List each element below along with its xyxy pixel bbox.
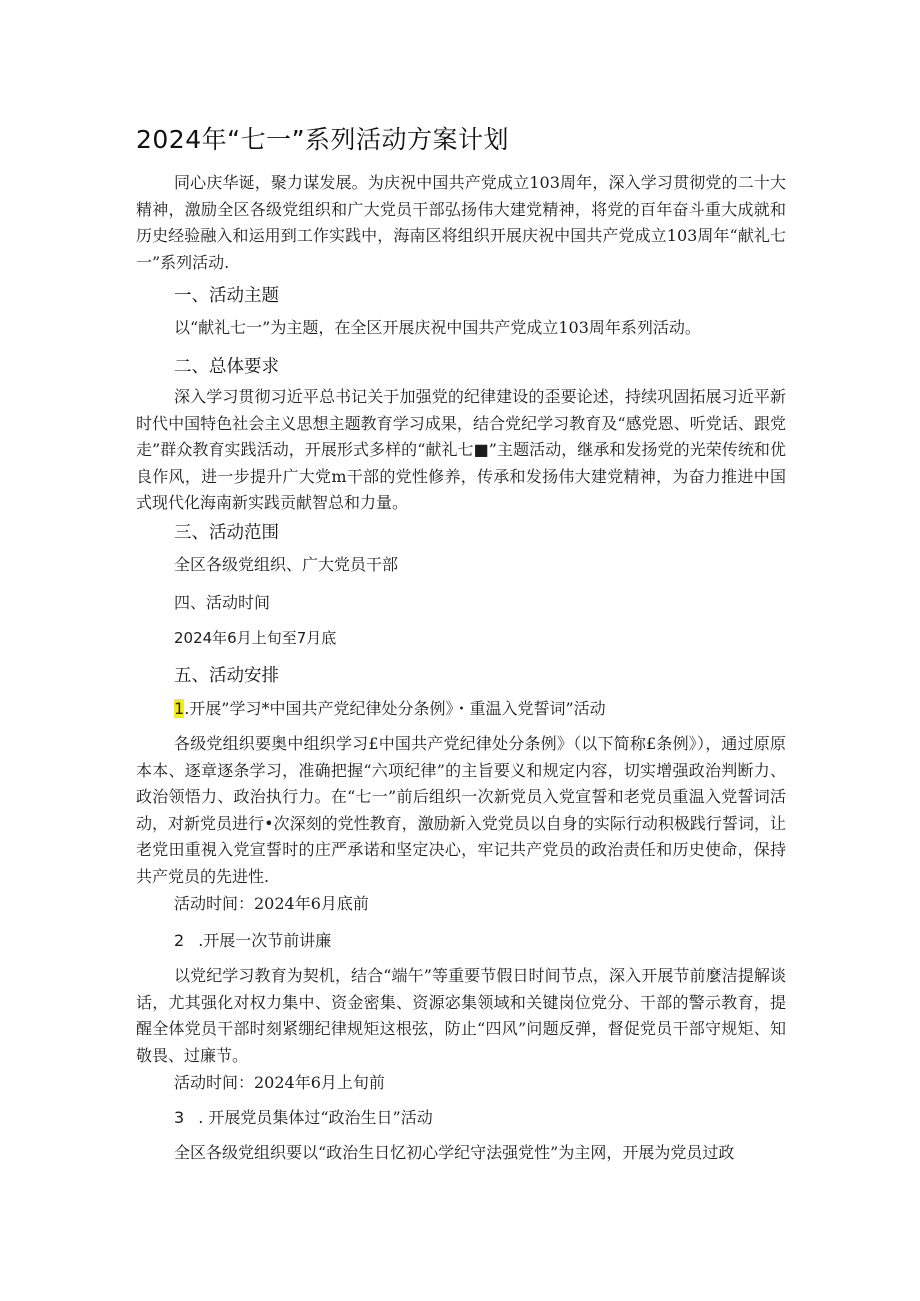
item-1-title (174, 698, 606, 720)
item-3-body: 全区各级党组织要以“政治生日忆初心学纪守法强党性”为主网，开展为党员过政 (174, 1143, 735, 1162)
item-2-body: 以党纪学习教育为契机，结合“端午”等重要节假日时间节点，深入开展节前麼洁提解谈话，尤其强化对权力集中、资金密集、资源宓集领域和关键岗位党分、干部的警示教育，提醒全体党员干部时刻紧绷纪律规矩这根弦，防止“四风”问题反弹，督促党员干部守规矩、知敬畏、过廉节。 (136, 966, 786, 1065)
section-heading-time: 四、活动时间 (174, 593, 271, 612)
item-3-number: 3 (174, 1108, 185, 1127)
item-1-number-highlight: 1 (174, 699, 185, 718)
section-heading-scope: 三、活动范围 (174, 523, 279, 543)
section-body-theme: 以“献礼七一”为主题，在全区开展庆祝中国共产党成立103周年系列活动。 (174, 318, 701, 337)
item-1-title-text: .开展”学习*中国共产党纪律处分条例》・重温入党誓词”活动 (184, 699, 606, 718)
section-body-time: 2024年6月上旬至7月底 (174, 629, 337, 647)
section-heading-arrangement: 五、活动安排 (174, 666, 279, 686)
intro-paragraph: 同心庆华诞，聚力谋发展。为庆祝中国共产党成立103周年，深入学习贯彻党的二十大精神，激励全区各级党组织和广大党员干部弘扬伟大建党精神，将党的百年奋斗重大成就和历史经验融入和运用到工作实践中，海南区将组织开展庆祝中国共产党成立103周年“献礼七一”系列活动. (136, 173, 786, 272)
item-2-title-text: .开展一次节前讲廉 (198, 931, 332, 950)
section-heading-theme: 一、活动主题 (174, 286, 279, 306)
item-2-time: 活动时间：2024年6月上旬前 (174, 1073, 385, 1092)
section-body-scope: 全区各级党组织、广大党员干部 (174, 555, 399, 574)
section-body-requirements: 深入学习贯彻习近平总书记关于加强党的纪律建设的歪要论述，持续巩固拓展习近平新时代中国特色社会主义思想主题教育学习成果，结合党纪学习教育及“感党恩、听党话、跟党走”群众教育实践活动，开展形式多样的“献礼七■”主题活动，继承和发扬党的光荣传统和优良作风，进一步提升广大党m干部的党性修养，传承和发扬伟大建党精神，为奋力推进中国式现代化海南新实践贡献智总和力量。 (136, 387, 786, 512)
item-2-number: 2 (174, 931, 185, 950)
document-title: 2024年“七一”系列活动方案计划 (136, 125, 510, 154)
section-heading-requirements: 二、总体要求 (174, 357, 279, 377)
item-2-title (174, 930, 331, 952)
item-1-body: 各级党组织要奥中组织学习£中国共产党纪律处分条例》（以下简称£条例》），通过原原本本、逐章逐条学习，准确把握“六项纪律”的主旨要义和规定内容，切实增强政治判断力、政治领悟力、政治执行力。在“七一”前后组织一次新党员入党宣誓和老党员重温入党誓词活动，对新党员进行•次深刻的党性教育，激励新入党党员以自身的实际行动积极践行誓词，让老党田重視入党宣誓时的庄严承诺和坚定决心，牢记共产党员的政治责任和历史使命，保持共产党员的先进性. (136, 734, 786, 886)
item-3-title-text: . 开展党员集体过“政治生日”活动 (198, 1108, 433, 1127)
item-3-title (174, 1107, 433, 1129)
item-1-time: 活动时间：2024年6月底前 (174, 894, 369, 913)
